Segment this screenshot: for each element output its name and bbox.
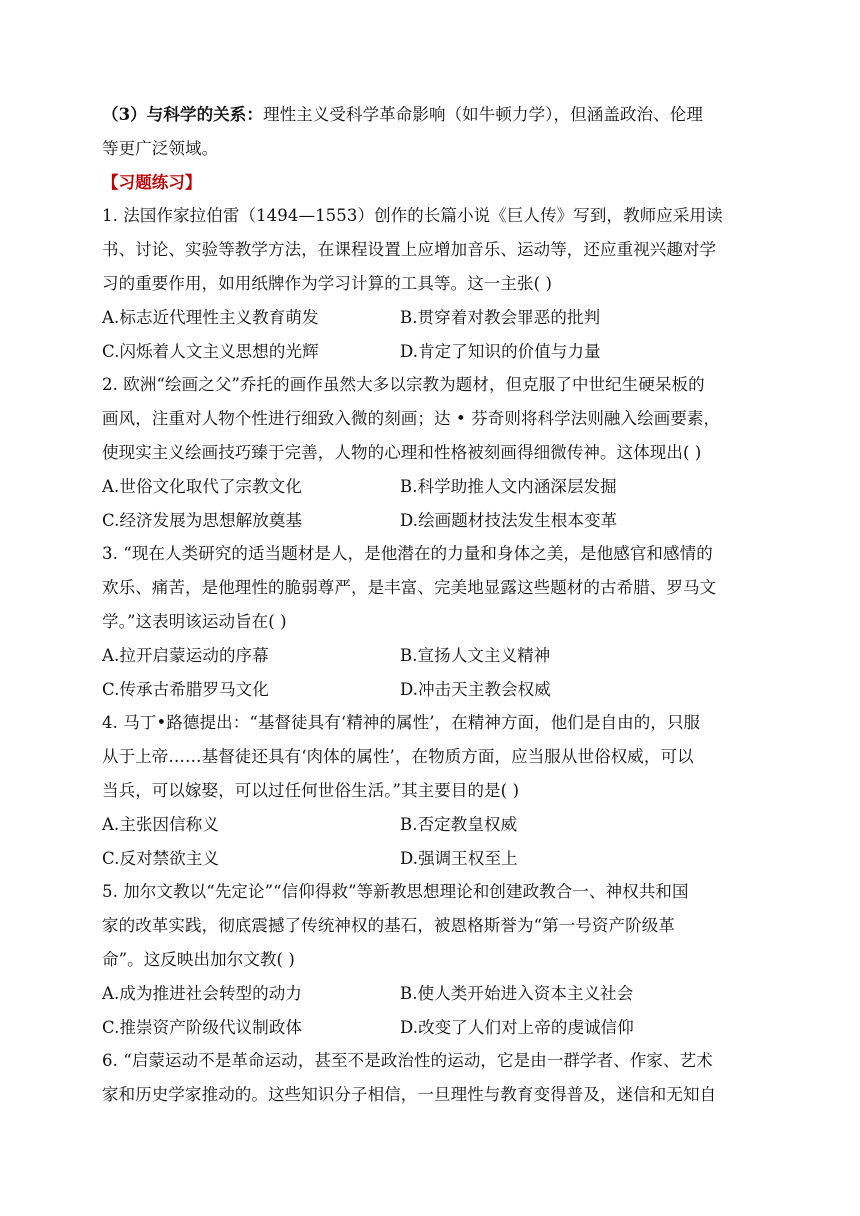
option-d[interactable]: D.肯定了知识的价值与力量 [400, 341, 601, 361]
question-text-line: 画风，注重对人物个性进行细致入微的刻画；达 • 芬奇则将科学法则融入绘画要素， [102, 409, 721, 429]
option-c[interactable]: C.传承古希腊罗马文化 [102, 679, 269, 699]
options-row [102, 335, 762, 369]
question-text-line: 1. 法国作家拉伯雷（1494—1553）创作的长篇小说《巨人传》写到，教师应采用读 [102, 206, 723, 226]
question-6 [102, 1044, 762, 1112]
question-4 [102, 706, 762, 875]
option-d[interactable]: D.冲击天主教会权威 [400, 679, 551, 699]
question-1 [102, 199, 762, 368]
question-text-line: 学。”这表明该运动旨在( ) [102, 611, 287, 631]
question-text-line: 当兵，可以嫁娶，可以过任何世俗生活。”其主要目的是( ) [102, 780, 520, 800]
option-c[interactable]: C.经济发展为思想解放奠基 [102, 510, 303, 530]
question-text-line: 从于上帝……基督徒还具有‘肉体的属性’，在物质方面，应当服从世俗权威，可以 [102, 747, 694, 767]
option-c[interactable]: C.闪烁着人文主义思想的光辉 [102, 341, 319, 361]
option-a[interactable]: A.主张因信称义 [102, 814, 219, 834]
option-a[interactable]: A.标志近代理性主义教育萌发 [102, 307, 319, 327]
option-a[interactable]: A.成为推进社会转型的动力 [102, 983, 302, 1003]
option-b[interactable]: B.否定教皇权威 [400, 814, 518, 834]
options-row [102, 470, 762, 504]
question-text-line: 命”。这反映出加尔文教( ) [102, 949, 295, 969]
question-text-line: 习的重要作用，如用纸牌作为学习计算的工具等。这一主张( ) [102, 273, 553, 293]
question-text-line: 2. 欧洲“绘画之父”乔托的画作虽然大多以宗教为题材，但克服了中世纪生硬呆板的 [102, 375, 705, 395]
option-d[interactable]: D.改变了人们对上帝的虔诚信仰 [400, 1017, 634, 1037]
option-d[interactable]: D.绘画题材技法发生根本变革 [400, 510, 618, 530]
option-a[interactable]: A.世俗文化取代了宗教文化 [102, 476, 302, 496]
question-3 [102, 537, 762, 706]
options-row [102, 1011, 762, 1045]
question-text-line: 4. 马丁•路德提出：“基督徒具有‘精神的属性’，在精神方面，他们是自由的，只服 [102, 713, 701, 733]
option-b[interactable]: B.宣扬人文主义精神 [400, 645, 551, 665]
options-row [102, 977, 762, 1011]
question-text-line: 使现实主义绘画技巧臻于完善，人物的心理和性格被刻画得细微传神。这体现出( ) [102, 442, 702, 462]
section-title: 【习题练习】 [102, 172, 202, 192]
question-text-line: 3. “现在人类研究的适当题材是人，是他潜在的力量和身体之美，是他感官和感情的 [102, 544, 713, 564]
question-text-line: 家的改革实践，彻底震撼了传统神权的基石，被恩格斯誉为“第一号资产阶级革 [102, 916, 675, 936]
question-2 [102, 368, 762, 537]
intro-label: （3）与科学的关系： [102, 105, 263, 124]
option-b[interactable]: B.科学助推人文内涵深层发掘 [400, 476, 617, 496]
option-b[interactable]: B.使人类开始进入资本主义社会 [400, 983, 634, 1003]
document-page [102, 98, 762, 1112]
options-row [102, 504, 762, 538]
question-text-line: 欢乐、痛苦，是他理性的脆弱尊严，是丰富、完美地显露这些题材的古希腊、罗马文 [102, 578, 717, 598]
question-text-line: 6. “启蒙运动不是革命运动，甚至不是政治性的运动，它是由一群学者、作家、艺术 [102, 1051, 713, 1071]
intro-line-2: 等更广泛领域。 [102, 138, 219, 158]
question-text-line: 书、讨论、实验等教学方法，在课程设置上应增加音乐、运动等，还应重视兴趣对学 [102, 240, 717, 260]
question-text-line: 5. 加尔文教以“先定论”“信仰得救”等新教思想理论和创建政教合一、神权共和国 [102, 882, 689, 902]
intro-text: 理性主义受科学革命影响（如牛顿力学），但涵盖政治、伦理 [262, 105, 703, 124]
options-row [102, 639, 762, 673]
option-c[interactable]: C.推崇资产阶级代议制政体 [102, 1017, 303, 1037]
options-row [102, 842, 762, 876]
option-a[interactable]: A.拉开启蒙运动的序幕 [102, 645, 269, 665]
intro-line-1 [102, 98, 762, 132]
options-row [102, 673, 762, 707]
option-b[interactable]: B.贯穿着对教会罪恶的批判 [400, 307, 601, 327]
option-c[interactable]: C.反对禁欲主义 [102, 848, 220, 868]
option-d[interactable]: D.强调王权至上 [400, 848, 518, 868]
question-5 [102, 875, 762, 1044]
question-text-line: 家和历史学家推动的。这些知识分子相信，一旦理性与教育变得普及，迷信和无知自 [102, 1085, 717, 1105]
options-row [102, 301, 762, 335]
options-row [102, 808, 762, 842]
